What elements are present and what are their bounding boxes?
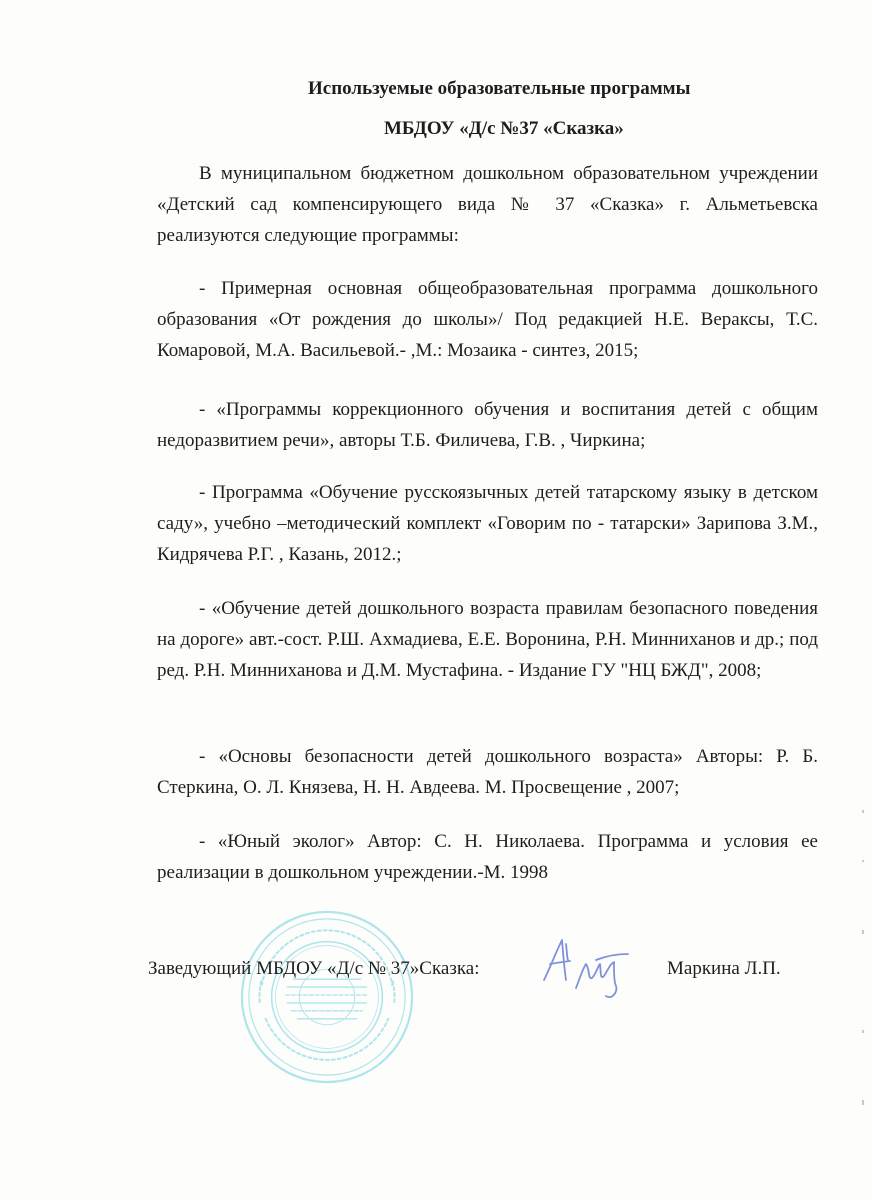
document-subtitle: МБДОУ «Д/с №37 «Сказка»: [384, 118, 624, 139]
program-item-2: - «Программы коррекционного обучения и воспитания детей с общим недоразвитием речи», авторы Т.Б. Филичева, Г.В. , Чиркина;: [157, 399, 818, 451]
scan-artifact: [860, 800, 866, 1130]
signatory-position: Заведующий МБДОУ «Д/с № 37»Сказка:: [148, 958, 480, 979]
signatory-name: Маркина Л.П.: [667, 958, 781, 979]
program-item-3: - Программа «Обучение русскоязычных детей татарскому языку в детском саду», учебно –методический комплект «Говорим по - татарски» Зарипова З.М., Кидрячева Р.Г. , Казань, 2012.;: [157, 482, 818, 565]
intro-paragraph: В муниципальном бюджетном дошкольном образовательном учреждении «Детский сад компенсирующего вида № 37 «Сказка» г. Альметьевска реализуются следующие программы:: [157, 163, 818, 246]
program-item-6: - «Юный эколог» Автор: С. Н. Николаева. Программа и условия ее реализации в дошкольном учреждении.-М. 1998: [157, 831, 818, 883]
round-seal-icon: [238, 908, 416, 1086]
program-item-1: - Примерная основная общеобразовательная программа дошкольного образования «От рождения до школы»/ Под редакцией Н.Е. Вераксы, Т.С. Комаровой, М.А. Васильевой.- ,М.: Мозаика - синтез, 2015;: [157, 278, 818, 361]
handwritten-signature-icon: [536, 930, 636, 1006]
program-item-5: - «Основы безопасности детей дошкольного возраста» Авторы: Р. Б. Стеркина, О. Л. Князева, Н. Н. Авдеева. М. Просвещение , 2007;: [157, 746, 818, 798]
program-item-4: - «Обучение детей дошкольного возраста правилам безопасного поведения на дороге» авт.-сост. Р.Ш. Ахмадиева, Е.Е. Воронина, Р.Н. Минниханов и др.; под ред. Р.Н. Минниханова и Д.М. Мустафина. - Издание ГУ "НЦ БЖД", 2008;: [157, 598, 818, 681]
document-title: Используемые образовательные программы: [308, 78, 691, 99]
